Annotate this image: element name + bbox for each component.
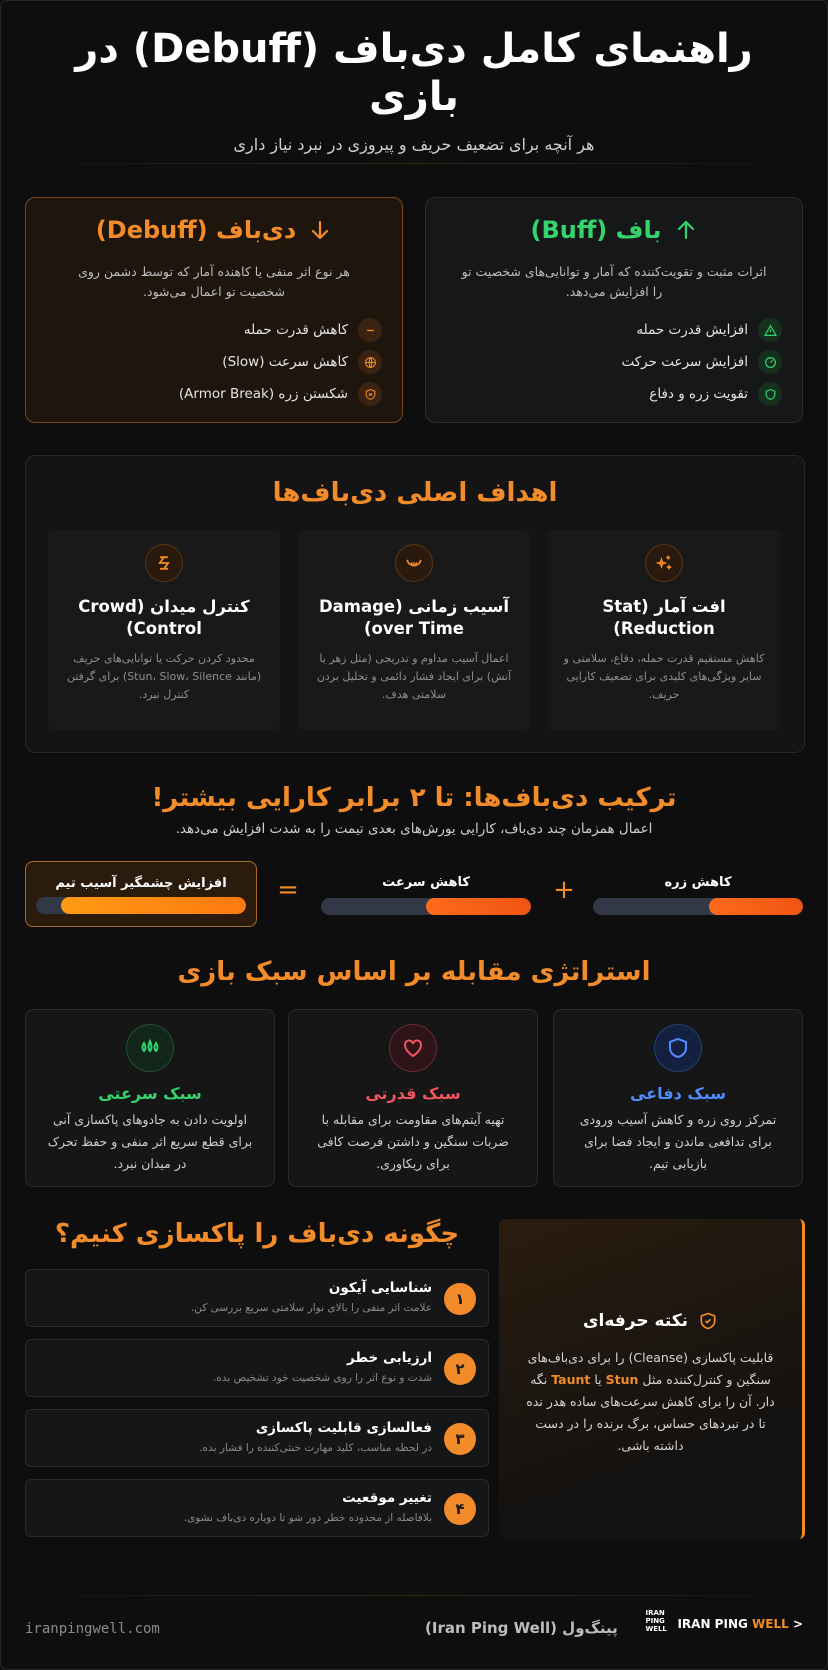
combo-header bbox=[25, 783, 803, 837]
debuff-item-label: کاهش قدرت حمله bbox=[243, 322, 348, 338]
progress-fill bbox=[709, 898, 804, 915]
shield-icon bbox=[758, 382, 782, 406]
step-description: شدت و نوع اثر را روی شخصیت خود تشخیص بده. bbox=[212, 1372, 432, 1384]
header-divider bbox=[25, 163, 803, 164]
debuff-item-label: کاهش سرعت (Slow) bbox=[222, 354, 348, 370]
buff-list bbox=[446, 314, 782, 410]
debuff-description: هر نوع اثر منفی یا کاهنده آمار که توسط دشمن روی شخصیت تو اعمال می‌شود. bbox=[78, 264, 350, 299]
goals-title: اهداف اصلی دی‌باف‌ها bbox=[272, 478, 558, 508]
pro-tip-text bbox=[521, 1347, 780, 1457]
goal-card-stat-reduction bbox=[548, 530, 780, 730]
buff-card bbox=[425, 197, 803, 423]
pro-tip-text-part: قابلیت پاکسازی (Cleanse) را برای دی‌باف‌های سنگین و کنترل‌کننده مثل bbox=[527, 1350, 774, 1387]
step-number: ۳ bbox=[444, 1423, 476, 1455]
debuff-item-label: شکستن زره (Armor Break) bbox=[178, 386, 348, 402]
logo-mark: IRAN PING WELL bbox=[645, 1609, 667, 1633]
equals-sign: = bbox=[277, 875, 299, 905]
goal-description: اعمال آسیب مداوم و تدریجی (مثل زهر یا آتش) برای ایجاد فشار دائمی و تحلیل بردن سلامتی هدف. bbox=[316, 652, 512, 701]
footer-url[interactable]: iranpingwell.com bbox=[25, 1621, 160, 1637]
broken-shield-icon bbox=[358, 382, 382, 406]
pro-tip-title-row bbox=[521, 1311, 780, 1331]
combo-item-speed bbox=[321, 861, 531, 927]
gauge-icon bbox=[758, 350, 782, 374]
header bbox=[25, 25, 803, 154]
strategy-description: تمرکز روی زره و کاهش آسیب ورودی برای تدافعی ماندن و ایجاد فضا برای بازیابی تیم. bbox=[579, 1112, 777, 1171]
cleanse-step bbox=[25, 1269, 489, 1327]
drip-icon bbox=[395, 544, 433, 582]
logo-name-part: IRAN PING bbox=[677, 1617, 753, 1631]
pro-tip-title: نکته حرفه‌ای bbox=[582, 1311, 689, 1331]
droplets-icon bbox=[126, 1024, 174, 1072]
footer-logo[interactable] bbox=[645, 1609, 803, 1639]
progress-fill bbox=[61, 897, 246, 914]
step-number: ۱ bbox=[444, 1283, 476, 1315]
progress-bar bbox=[36, 897, 246, 914]
plus-sign: + bbox=[553, 875, 575, 905]
footer-divider bbox=[25, 1595, 803, 1596]
buff-item-label: تقویت زره و دفاع bbox=[649, 386, 748, 402]
strategy-card-power bbox=[288, 1009, 538, 1187]
combo-title: ترکیب دی‌باف‌ها: تا ۲ برابر کارایی بیشتر! bbox=[151, 783, 677, 813]
arrow-up-icon bbox=[674, 218, 698, 242]
logo-name bbox=[677, 1617, 803, 1631]
goal-title: کنترل میدان (Crowd Control) bbox=[78, 597, 250, 638]
combo-item-label: کاهش زره bbox=[664, 875, 732, 890]
progress-bar bbox=[321, 898, 531, 915]
step-number: ۲ bbox=[444, 1353, 476, 1385]
strategy-title: سبک سرعتی bbox=[98, 1084, 202, 1103]
shield-icon bbox=[654, 1024, 702, 1072]
debuff-card bbox=[25, 197, 403, 423]
goals-section bbox=[25, 455, 805, 753]
pro-tip-text-part: یا bbox=[590, 1372, 606, 1387]
heart-icon bbox=[389, 1024, 437, 1072]
buff-description: اثرات مثبت و تقویت‌کننده که آمار و توانایی‌های شخصیت تو را افزایش می‌دهد. bbox=[461, 264, 767, 299]
combo-subtitle: اعمال همزمان چند دی‌باف، کارایی یورش‌های بعدی تیمت را به شدت افزایش می‌دهد. bbox=[175, 821, 653, 837]
debuff-title: دی‌باف (Debuff) bbox=[95, 216, 297, 244]
strategy-card-defensive bbox=[553, 1009, 803, 1187]
debuff-item bbox=[46, 346, 382, 378]
buff-title: باف (Buff) bbox=[530, 216, 662, 244]
strategy-card-speed bbox=[25, 1009, 275, 1187]
page-subtitle: هر آنچه برای تضعیف حریف و پیروزی در نبرد نیاز داری bbox=[233, 135, 595, 154]
strategy-title: سبک قدرتی bbox=[365, 1084, 461, 1103]
chain-icon bbox=[145, 544, 183, 582]
arrow-down-icon bbox=[308, 218, 332, 242]
buff-title-row bbox=[446, 216, 782, 244]
combo-result bbox=[25, 861, 257, 927]
footer-brand: پینگ‌ول (Iran Ping Well) bbox=[425, 1619, 618, 1637]
debuff-item bbox=[46, 378, 382, 410]
page-title: راهنمای کامل دی‌باف (Debuff) در بازی bbox=[75, 26, 753, 120]
minus-circle-icon bbox=[358, 318, 382, 342]
strategy-title: سبک دفاعی bbox=[629, 1084, 727, 1103]
step-title: فعالسازی قابلیت پاکسازی bbox=[255, 1420, 432, 1436]
debuff-item bbox=[46, 314, 382, 346]
buff-item bbox=[446, 378, 782, 410]
combo-item-label: کاهش سرعت bbox=[382, 875, 470, 890]
step-number: ۴ bbox=[444, 1493, 476, 1525]
chevron-right-icon: > bbox=[792, 1617, 803, 1631]
strategy-description: تهیه آیتم‌های مقاومت برای مقابله با ضربات سنگین و داشتن فرصت کافی برای ریکاوری. bbox=[317, 1112, 509, 1171]
buff-item bbox=[446, 314, 782, 346]
cleanse-title: چگونه دی‌باف را پاکسازی کنیم؟ bbox=[54, 1219, 460, 1249]
pro-tip-highlight: Stun bbox=[605, 1372, 639, 1387]
warning-triangle-icon bbox=[758, 318, 782, 342]
pro-tip-text-part: نگه دار. آن را برای کاهش سرعت‌های ساده هدر نده تا در نبردهای حساس، برگ برنده را در دست داشته باشی. bbox=[526, 1372, 775, 1453]
goal-card-crowd-control bbox=[48, 530, 280, 730]
strategy-description: اولویت دادن به جادوهای پاکسازی آنی برای قطع سریع اثر منفی و حفظ تحرک در میدان نبرد. bbox=[47, 1112, 253, 1171]
goal-title: آسیب زمانی (Damage over Time) bbox=[318, 597, 510, 638]
goal-card-dot bbox=[298, 530, 530, 730]
sparkle-icon bbox=[645, 544, 683, 582]
globe-icon bbox=[358, 350, 382, 374]
combo-item-label: افزایش چشمگیر آسیب تیم bbox=[55, 876, 227, 891]
shield-check-icon bbox=[698, 1311, 718, 1331]
progress-bar bbox=[593, 898, 803, 915]
debuff-list bbox=[46, 314, 382, 410]
step-title: تغییر موقعیت bbox=[342, 1490, 432, 1506]
cleanse-step bbox=[25, 1409, 489, 1467]
combo-item-armor bbox=[593, 861, 803, 927]
step-title: شناسایی آیکون bbox=[328, 1280, 432, 1296]
debuff-title-row bbox=[46, 216, 382, 244]
strategy-title: استراتژی مقابله بر اساس سبک بازی bbox=[177, 957, 651, 987]
pro-tip-card bbox=[499, 1219, 805, 1539]
goal-title: افت آمار (Stat Reduction) bbox=[602, 597, 726, 638]
step-description: در لحظه مناسب، کلید مهارت خنثی‌کننده را فشار بده. bbox=[199, 1442, 432, 1454]
step-description: بلافاصله از محدوده خطر دور شو تا دوباره دی‌باف نشوی. bbox=[183, 1512, 432, 1524]
step-description: علامت اثر منفی را بالای نوار سلامتی سریع بررسی کن. bbox=[190, 1302, 432, 1314]
cleanse-step bbox=[25, 1339, 489, 1397]
progress-fill bbox=[426, 898, 531, 915]
buff-item-label: افزایش قدرت حمله bbox=[636, 322, 748, 338]
step-title: ارزیابی خطر bbox=[346, 1350, 432, 1366]
buff-item bbox=[446, 346, 782, 378]
goal-description: کاهش مستقیم قدرت حمله، دفاع، سلامتی و سایر ویژگی‌های کلیدی برای تضعیف کارایی حریف. bbox=[563, 652, 765, 701]
cleanse-step bbox=[25, 1479, 489, 1537]
logo-name-accent: WELL bbox=[752, 1617, 789, 1631]
goal-description: محدود کردن حرکت یا توانایی‌های حریف (مانند Stun، Slow، Silence) برای گرفتن کنترل نبرد. bbox=[66, 652, 262, 701]
pro-tip-highlight: Taunt bbox=[551, 1372, 591, 1387]
buff-item-label: افزایش سرعت حرکت bbox=[621, 354, 748, 370]
